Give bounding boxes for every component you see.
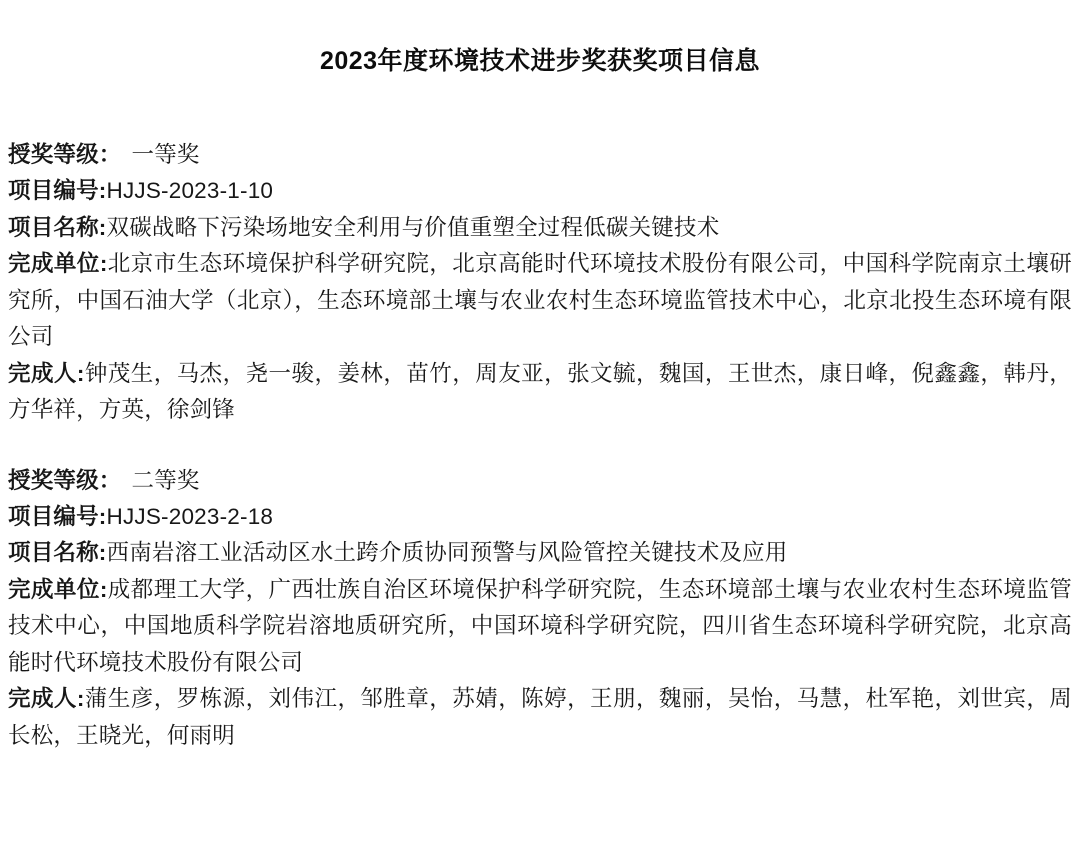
project-no-line [8, 173, 1072, 209]
units-line [8, 246, 1072, 355]
project-name-label: 项目名称: [8, 214, 107, 240]
award-grade-value: 一等奖 [131, 142, 200, 167]
award-grade-line [8, 137, 1072, 173]
units-value: 成都理工大学，广西壮族自治区环境保护科学研究院，生态环境部土壤与农业农村生态环境监管技术中心，中国地质科学院岩溶地质研究所，中国环境科学研究院，四川省生态环境科学研究院，北京高能时代环境技术股份有限公司 [8, 576, 1072, 675]
project-no-label: 项目编号: [8, 503, 107, 529]
project-no-value: HJJS-2023-2-18 [106, 503, 274, 529]
project-name-value: 西南岩溶工业活动区水土跨介质协同预警与风险管控关键技术及应用 [106, 540, 788, 566]
units-line [8, 572, 1072, 681]
people-line [8, 681, 1072, 754]
project-name-value: 双碳战略下污染场地安全利用与价值重塑全过程低碳关键技术 [106, 214, 720, 240]
award-grade-line [8, 463, 1072, 499]
people-value: 蒲生彦，罗栋源，刘伟江，邹胜章，苏婧，陈婷，王朋，魏丽，吴怡，马慧，杜军艳，刘世宾，周长松，王晓光，何雨明 [8, 686, 1073, 748]
project-name-line [8, 210, 1072, 246]
project-name-label: 项目名称: [8, 540, 107, 566]
people-line [8, 356, 1072, 429]
units-label: 完成单位: [8, 576, 108, 602]
award-entry [8, 137, 1072, 429]
project-name-line [8, 535, 1072, 571]
people-label: 完成人: [8, 360, 85, 386]
units-value: 北京市生态环境保护科学研究院，北京高能时代环境技术股份有限公司，中国科学院南京土壤研究所，中国石油大学（北京），生态环境部土壤与农业农村生态环境监管技术中心，北京北投生态环境有限公司 [8, 251, 1072, 350]
project-no-label: 项目编号: [8, 178, 107, 204]
award-grade-label: 授奖等级： [8, 467, 122, 493]
people-value: 钟茂生，马杰，尧一骏，姜林，苗竹，周友亚，张文毓，魏国，王世杰，康日峰，倪鑫鑫，韩丹，方华祥，方英，徐剑锋 [8, 360, 1073, 423]
project-no-value: HJJS-2023-1-10 [106, 178, 274, 204]
people-label: 完成人: [8, 686, 85, 712]
award-entry [8, 463, 1072, 755]
award-list [8, 137, 1072, 754]
award-grade-value: 二等奖 [131, 467, 200, 493]
award-grade-label: 授奖等级： [8, 142, 122, 167]
units-label: 完成单位: [8, 251, 108, 277]
project-no-line [8, 499, 1072, 535]
page-title: 2023年度环境技术进步奖获奖项目信息 [319, 47, 761, 75]
